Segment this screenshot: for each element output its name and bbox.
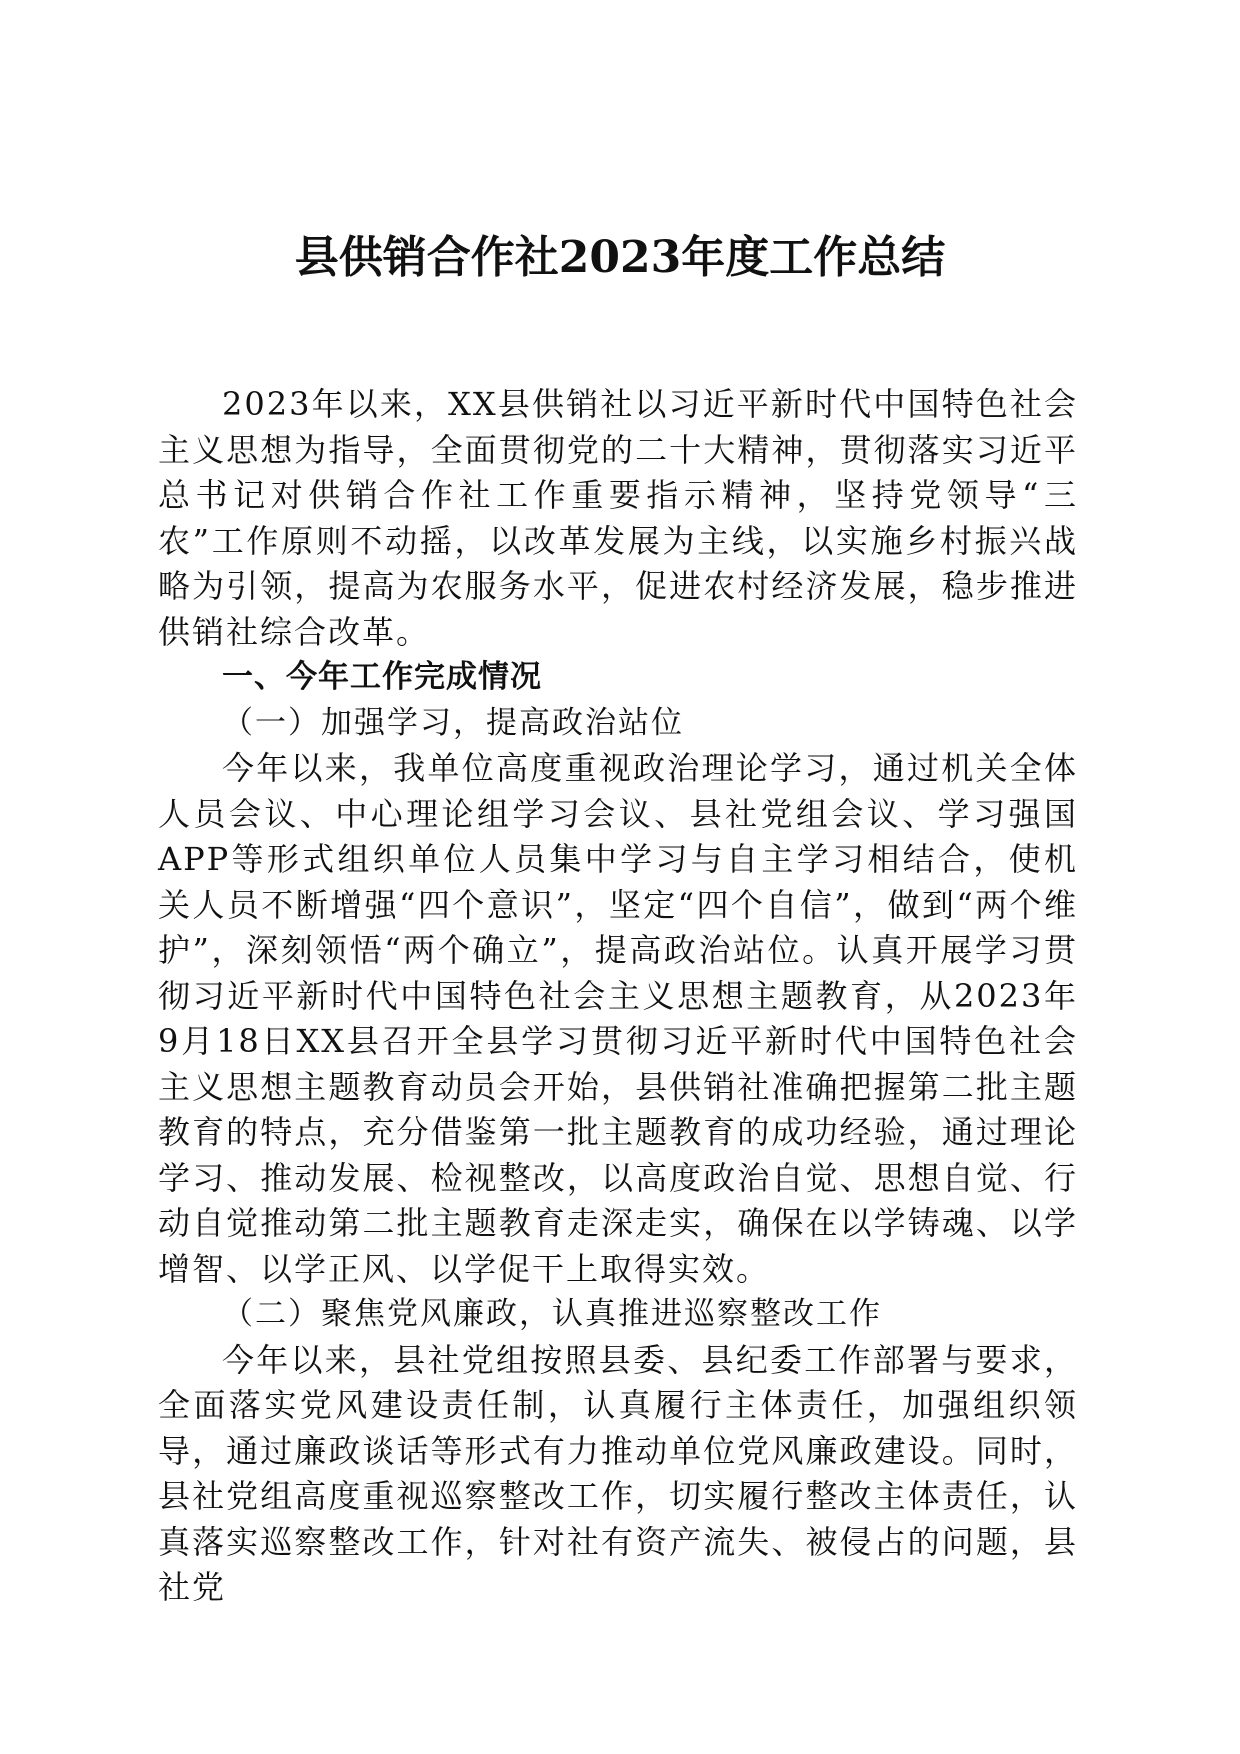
subsection-paragraph: 今年以来，县社党组按照县委、县纪委工作部署与要求，全面落实党风建设责任制，认真履行主体责任，加强组织领导，通过廉政谈话等形式有力推动单位党风廉政建设。同时，县社党组高度重视巡察整改工作，切实履行整改主体责任，认真落实巡察整改工作，针对社有资产流失、被侵占的问题，县社党: [158, 1340, 1078, 1606]
section-heading: 一、今年工作完成情况: [222, 659, 542, 695]
subsection-heading: （一）加强学习，提高政治站位: [222, 704, 684, 741]
document-title: 县供销合作社2023年度工作总结: [294, 232, 946, 283]
subsection-heading: （二）聚焦党风廉政，认真推进巡察整改工作: [222, 1296, 882, 1332]
subsection-paragraph: 今年以来，我单位高度重视政治理论学习，通过机关全体人员会议、中心理论组学习会议、县社党组会议、学习强国APP等形式组织单位人员集中学习与自主学习相结合，使机关人员不断增强“四个意识”，坚定“四个自信”，做到“两个维护”，深刻领悟“两个确立”，提高政治站位。认真开展学习贯彻习近平新时代中国特色社会主义思想主题教育，从2023年9月18日XX县召开全县学习贯彻习近平新时代中国特色社会主义思想主题教育动员会开始，县供销社准确把握第二批主题教育的特点，充分借鉴第一批主题教育的成功经验，通过理论学习、推动发展、检视整改，以高度政治自觉、思想自觉、行动自觉推动第二批主题教育走深走实，确保在以学铸魂、以学增智、以学正风、以学促干上取得实效。: [158, 749, 1078, 1288]
document-body: [158, 382, 1078, 1611]
intro-paragraph: 2023年以来，XX县供销社以习近平新时代中国特色社会主义思想为指导，全面贯彻党的二十大精神，贯彻落实习近平总书记对供销合作社工作重要指示精神，坚持党领导“三农”工作原则不动摇，以改革发展为主线，以实施乡村振兴战略为引领，提高为农服务水平，促进农村经济发展，稳步推进供销社综合改革。: [158, 385, 1078, 651]
